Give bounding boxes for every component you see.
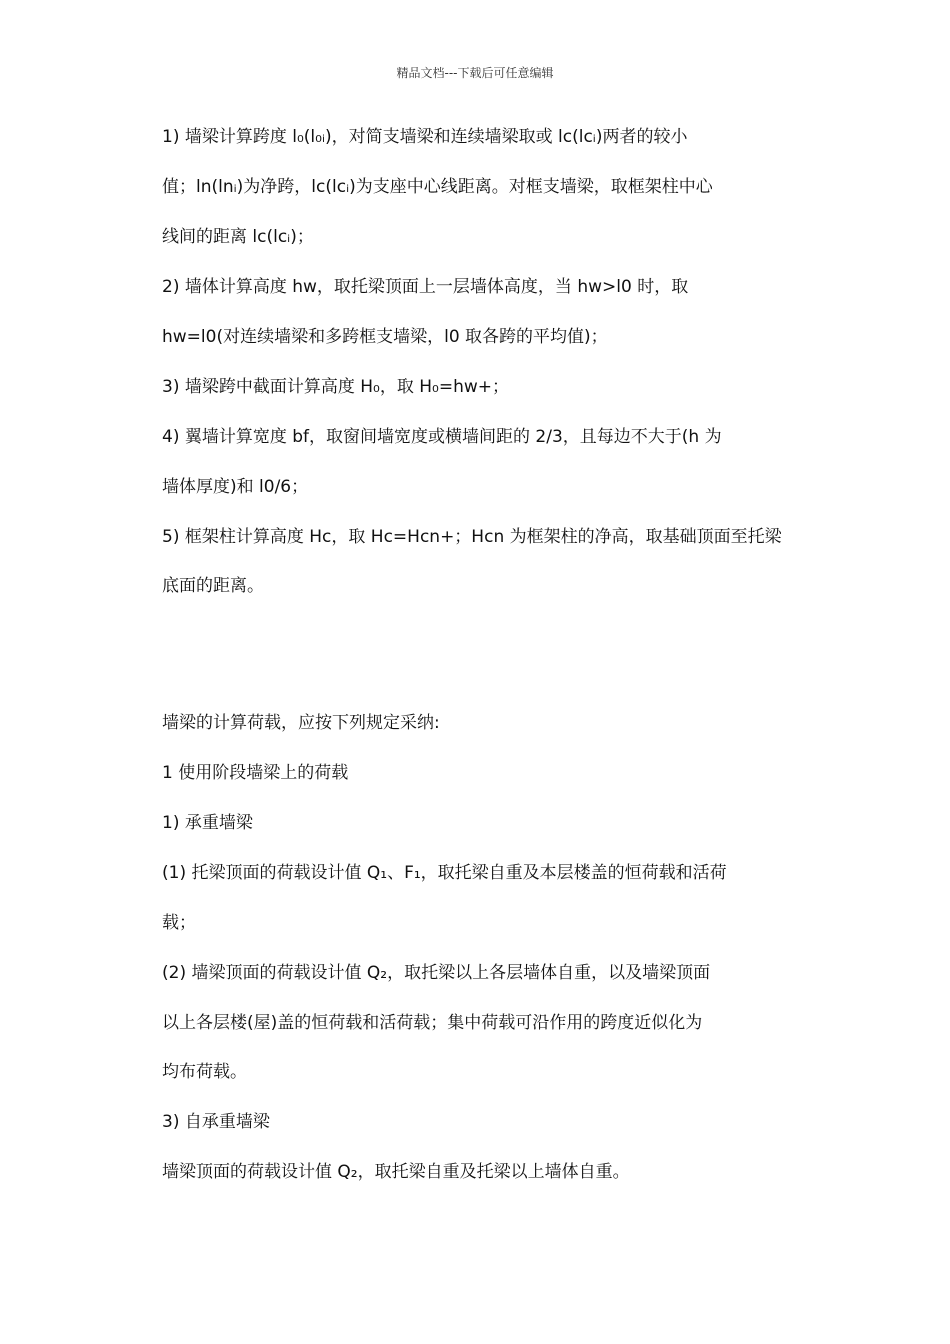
- text-line: 墙体厚度)和 l0/6；: [162, 477, 309, 497]
- text-line: 以上各层楼(屋)盖的恒荷载和活荷载；集中荷载可沿作用的跨度近似化为: [162, 1013, 703, 1033]
- text-line: 1) 承重墙梁: [162, 813, 253, 833]
- page-header: 精品文档---下载后可任意编辑: [396, 66, 554, 80]
- text-line: 3) 墙梁跨中截面计算高度 H₀，取 H₀=hw+；: [162, 377, 510, 397]
- text-line: 1) 墙梁计算跨度 l₀(l₀ᵢ)，对简支墙梁和连续墙梁取或 lc(lcᵢ)两者的较小: [162, 127, 688, 147]
- text-line: 1 使用阶段墙梁上的荷载: [162, 763, 349, 783]
- text-line: 底面的距离。: [162, 576, 264, 596]
- text-line: 值；ln(lnᵢ)为净跨，lc(lcᵢ)为支座中心线距离。对框支墙梁，取框架柱中心: [162, 177, 713, 197]
- text-line: 墙梁顶面的荷载设计值 Q₂，取托梁自重及托梁以上墙体自重。: [162, 1162, 630, 1182]
- text-line: 3) 自承重墙梁: [162, 1112, 270, 1132]
- text-line: 线间的距离 lc(lcᵢ)；: [162, 227, 314, 247]
- text-line: (2) 墙梁顶面的荷载设计值 Q₂，取托梁以上各层墙体自重，以及墙梁顶面: [162, 963, 711, 983]
- text-line: (1) 托梁顶面的荷载设计值 Q₁、F₁，取托梁自重及本层楼盖的恒荷载和活荷: [162, 863, 727, 883]
- text-line: 2) 墙体计算高度 hw，取托梁顶面上一层墙体高度，当 hw>l0 时，取: [162, 277, 689, 297]
- text-line: hw=l0(对连续墙梁和多跨框支墙梁，l0 取各跨的平均值)；: [162, 327, 608, 347]
- text-line: 均布荷载。: [162, 1062, 247, 1082]
- text-line: 5) 框架柱计算高度 Hc，取 Hc=Hcn+；Hcn 为框架柱的净高，取基础顶面至托梁: [162, 527, 782, 547]
- text-line: 载；: [162, 913, 196, 933]
- section-heading: 墙梁的计算荷载，应按下列规定采纳:: [162, 713, 440, 733]
- text-line: 4) 翼墙计算宽度 bf，取窗间墙宽度或横墙间距的 2/3，且每边不大于(h 为: [162, 427, 722, 447]
